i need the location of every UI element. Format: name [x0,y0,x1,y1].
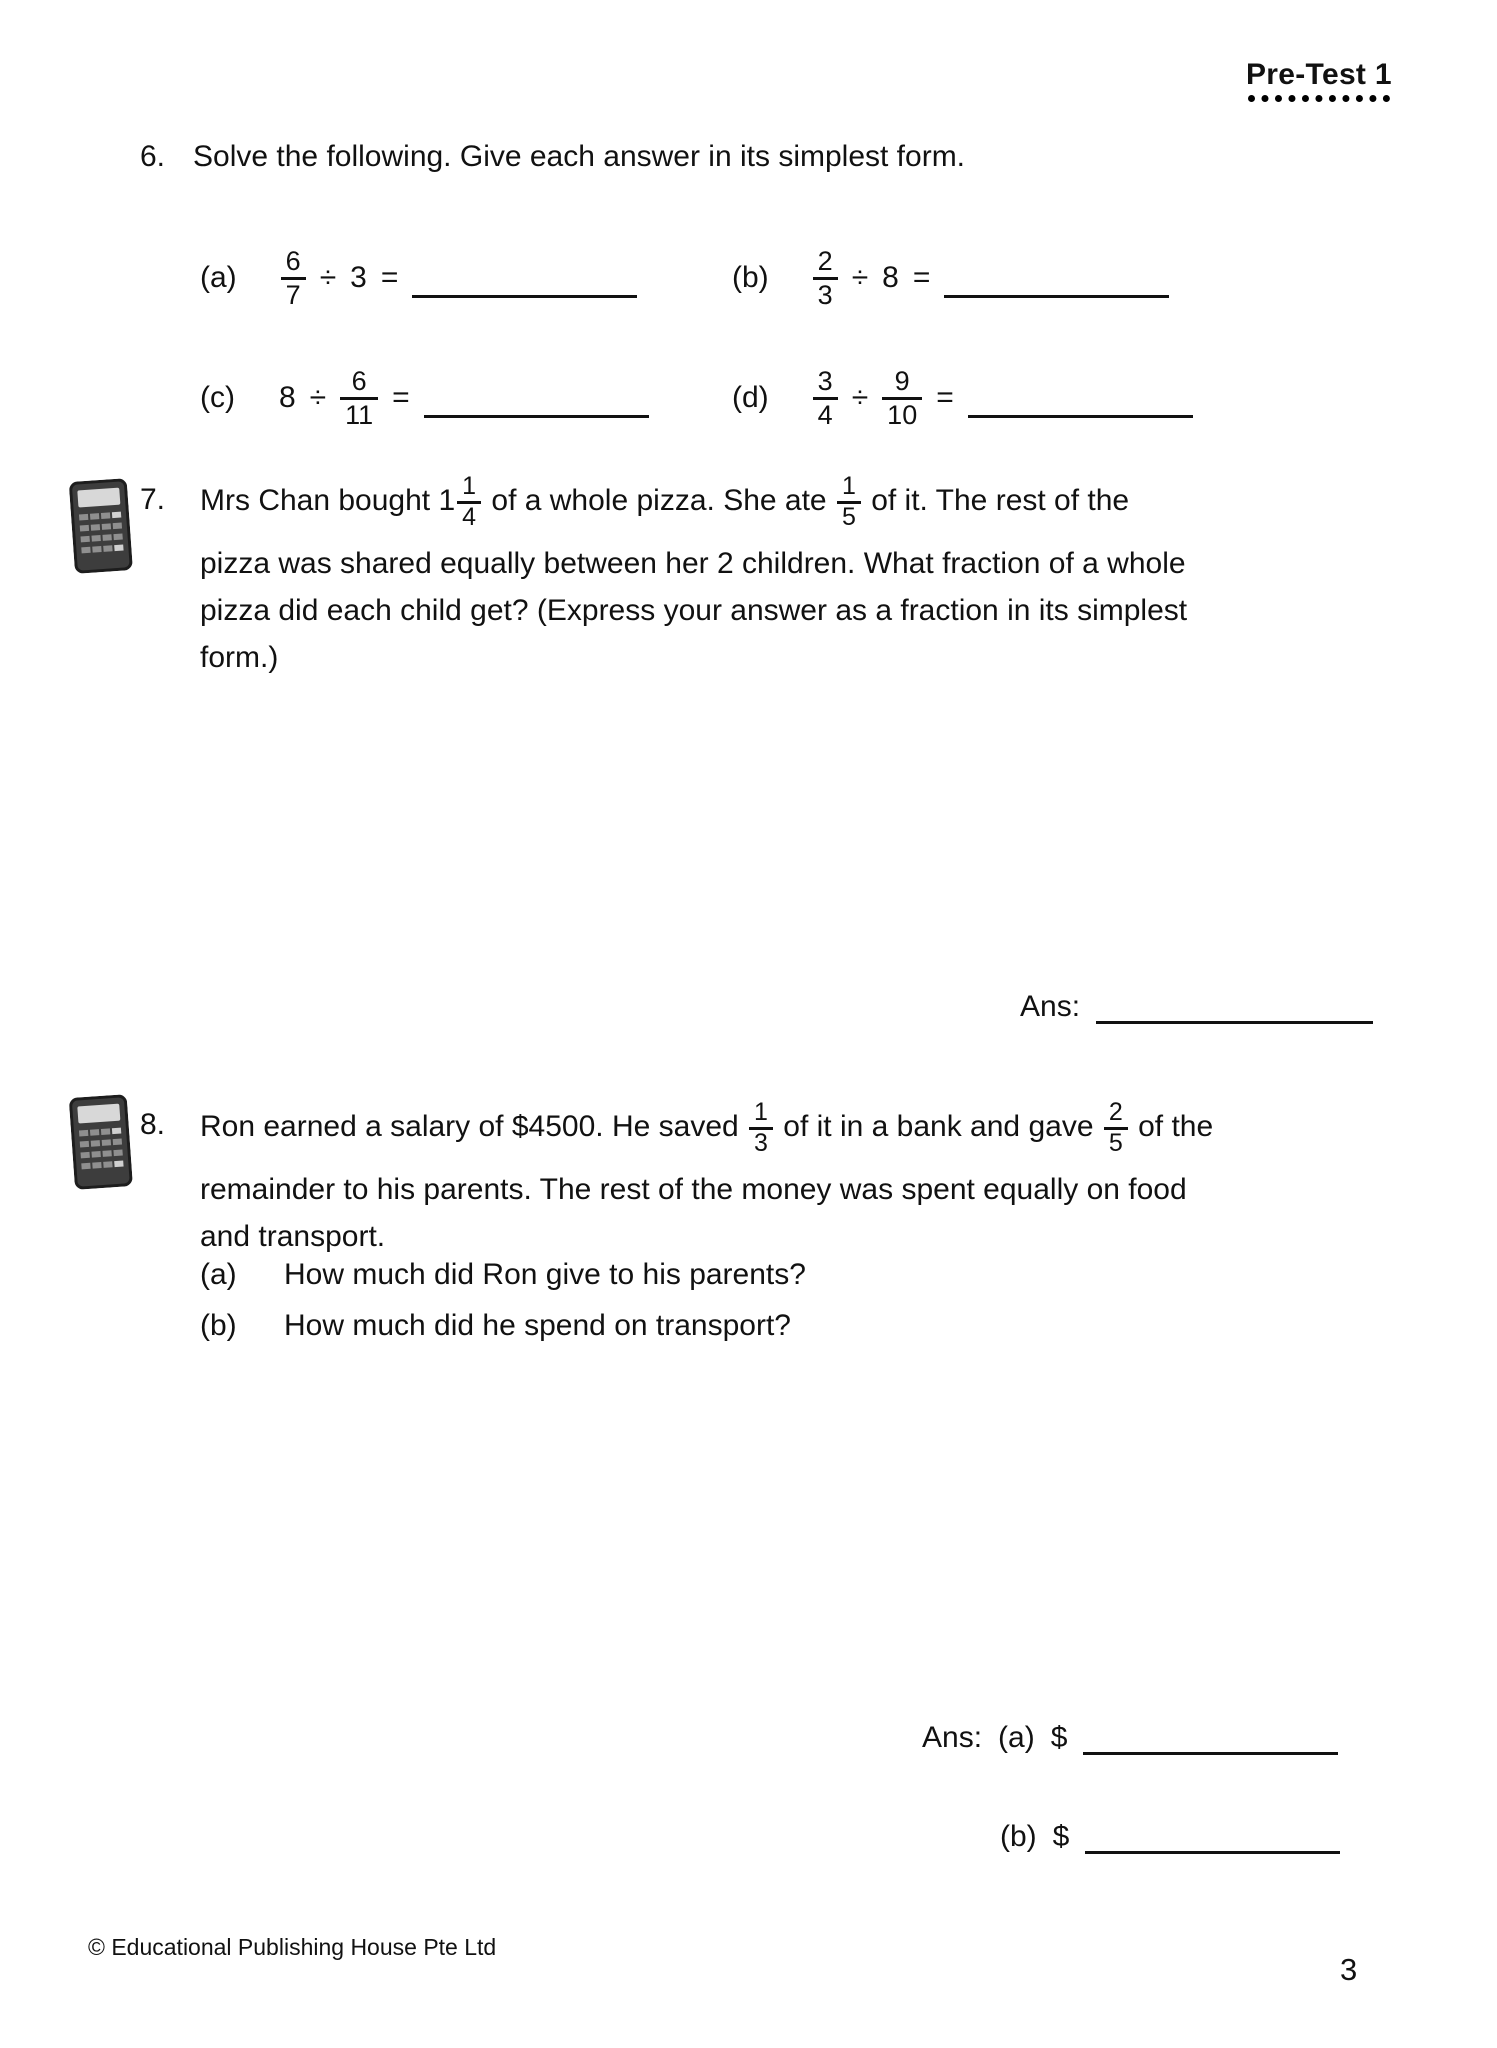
fraction [882,366,922,429]
part-label: (a) [200,261,237,294]
part-label: (b) [732,261,769,294]
question-number: 7. [140,483,166,516]
question-6 [140,140,965,174]
divide-sign: ÷ [319,261,337,294]
answer-blank[interactable] [968,415,1193,418]
text-segment: of it. The rest of the [862,484,1130,517]
part-label: (a) [200,1258,237,1291]
q6-part-a [200,232,637,324]
q8-answer-row-a [922,1721,1338,1755]
fraction-denominator: 10 [887,399,918,430]
answer-blank[interactable] [1083,1752,1338,1755]
fraction-numerator: 2 [1104,1099,1128,1130]
answer-part-label: (a) [998,1721,1035,1754]
fraction-numerator: 2 [813,246,838,279]
divide-sign: ÷ [851,261,869,294]
equals-sign: = [392,381,410,414]
text-segment: of it in a bank and gave [774,1110,1102,1143]
fraction [281,246,306,309]
q6-part-b [732,232,1169,324]
answer-part-label: (b) [1000,1820,1037,1853]
question-text-line [200,462,1450,540]
q8-subquestions [200,1258,806,1360]
part-label: (d) [732,381,769,414]
answer-blank[interactable] [944,295,1169,298]
question-text-line: pizza did each child get? (Express your answer as a fraction in its simplest [200,594,1188,627]
text-segment: Mrs Chan bought 1 [200,484,456,517]
part-text: How much did he spend on transport? [284,1309,791,1342]
dollar-sign: $ [1050,1721,1068,1754]
question-8-text [200,1088,1450,1260]
answer-blank[interactable] [1085,1851,1340,1854]
answer-label: Ans: [922,1721,983,1754]
q8-answer-row-b [1000,1820,1340,1854]
equals-sign: = [936,381,954,414]
q8-part-b [200,1309,806,1343]
equals-sign: = [380,261,399,294]
fraction-numerator: 3 [813,366,838,399]
fraction-denominator: 5 [1108,1128,1123,1157]
text-segment: of a whole pizza. She ate [483,484,835,517]
fraction-numerator: 6 [281,246,306,279]
fraction-denominator: 3 [817,279,833,310]
page-title: Pre-Test 1 [1246,58,1392,91]
question-7-text [200,462,1450,681]
answer-blank[interactable] [412,295,637,298]
question-text-line: pizza was shared equally between her 2 children. What fraction of a whole [200,547,1186,580]
divide-sign: ÷ [309,381,327,414]
q6-part-c [200,352,649,444]
dividend: 8 [278,381,296,414]
divisor: 8 [882,261,899,294]
fraction [749,1099,773,1157]
fraction-numerator: 1 [837,473,861,504]
calculator-icon [69,478,134,579]
fraction-denominator: 11 [345,399,374,430]
equals-sign: = [912,261,931,294]
question-text-line: form.) [200,641,279,674]
fraction [837,473,861,531]
q8-part-a [200,1258,806,1292]
question-prompt: Solve the following. Give each answer in its simplest form. [193,140,966,173]
fraction-denominator: 4 [817,399,833,430]
q6-part-d [732,352,1193,444]
question-number: 6. [140,140,166,173]
question-text-line: remainder to his parents. The rest of the money was spent equally on food [200,1173,1187,1206]
question-text-line: and transport. [200,1220,386,1253]
part-label: (b) [200,1309,237,1342]
fraction [340,366,378,429]
answer-blank[interactable] [1096,1021,1373,1024]
fraction-numerator: 1 [457,473,481,504]
fraction [813,246,838,309]
divide-sign: ÷ [851,381,869,414]
fraction-denominator: 7 [285,279,301,310]
divisor: 3 [350,261,367,294]
calculator-icon [69,1094,134,1195]
fraction-denominator: 4 [462,502,477,531]
text-segment: of the [1129,1110,1214,1143]
part-text: How much did Ron give to his parents? [284,1258,806,1291]
answer-blank[interactable] [424,415,649,418]
fraction-denominator: 3 [754,1128,768,1157]
fraction-denominator: 5 [841,502,856,531]
fraction [813,366,838,429]
q7-answer-row [1020,990,1373,1024]
header [1246,58,1392,102]
copyright-notice: © Educational Publishing House Pte Ltd [88,1934,497,1960]
text-segment: Ron earned a salary of $4500. He saved [200,1110,748,1143]
fraction-numerator: 9 [882,366,922,399]
dotted-underline [1248,95,1390,102]
question-number: 8. [140,1108,166,1141]
dollar-sign: $ [1052,1820,1070,1853]
answer-label: Ans: [1020,990,1081,1023]
fraction [1104,1099,1128,1157]
part-label: (c) [200,381,235,414]
fraction-numerator: 1 [749,1099,773,1130]
fraction [457,473,481,531]
page-number: 3 [1340,1952,1358,1987]
question-text-line [200,1088,1450,1166]
fraction-numerator: 6 [340,366,378,399]
